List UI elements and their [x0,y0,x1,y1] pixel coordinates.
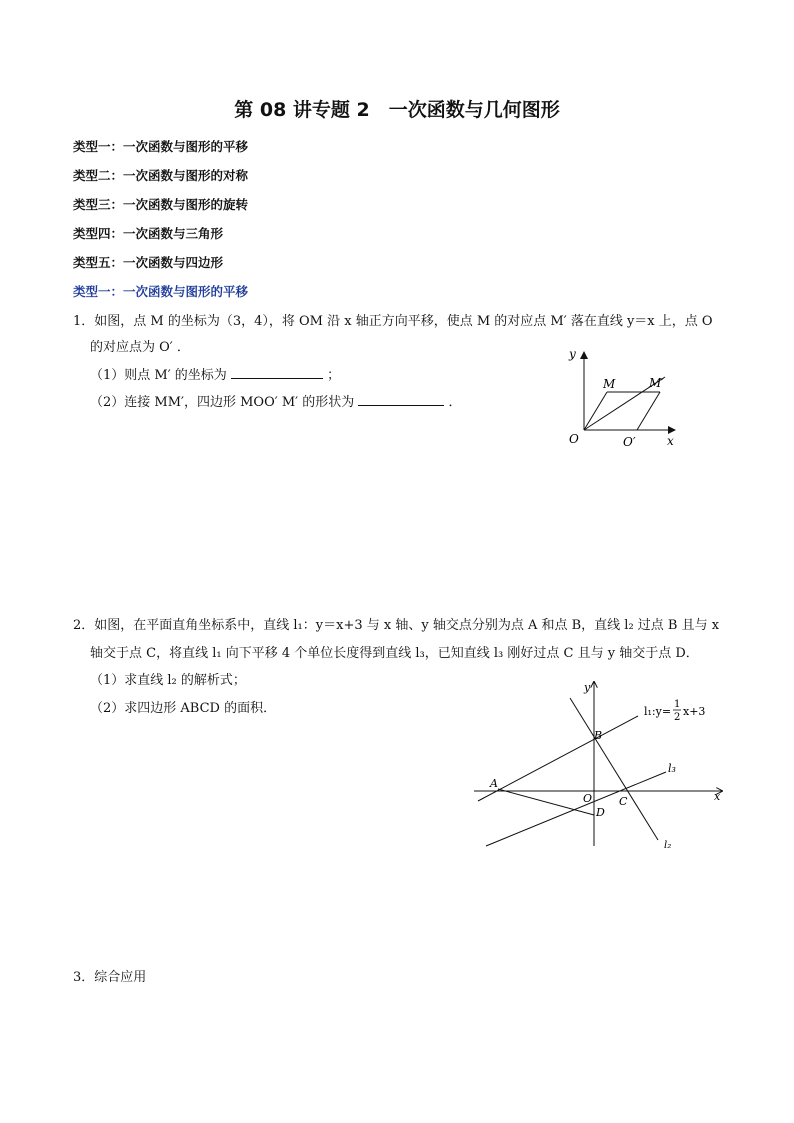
type-list-item-1: 类型一：一次函数与图形的平移 [73,139,249,154]
q1-o-prime-label: O′ [623,435,636,449]
q2-o-label: O [583,792,593,805]
q2-l1-prefix: l₁:y= [644,705,672,718]
q1-answer-blank-1[interactable] [231,366,323,379]
type-list-item-3: 类型三：一次函数与图形的旋转 [73,197,249,212]
q2-segment-ad [498,789,594,815]
q2-l1-denominator: 2 [674,712,681,723]
q2-l1-suffix: x+3 [683,705,706,718]
q2-b-label: B [594,729,603,742]
q1-y-label: y [569,347,576,361]
q2-sub-1: （1）求直线 l₂ 的解析式； [90,673,246,688]
q1-line-2: 的对应点为 O′ ． [90,340,190,355]
q1-sub-2-text: （2）连接 MM′，四边形 MOO′ M′ 的形状为 [90,395,355,410]
q2-x-label: x [714,790,721,803]
q1-answer-blank-2[interactable] [358,393,444,406]
q1-figure [555,342,690,452]
q2-c-label: C [619,795,628,808]
q2-line-2: 轴交于点 C，将直线 l₁ 向下平移 4 个单位长度得到直线 l₃，已知直线 l₃ 刚好过点 C 且与 y 轴交于点 D． [90,646,699,661]
q2-l1-equation [644,699,705,723]
q1-o-label: O [569,432,579,446]
type-list-item-5: 类型五：一次函数与四边形 [73,255,224,270]
q2-l1-numerator: 1 [674,699,681,710]
section-heading: 类型一：一次函数与图形的平移 [73,284,249,299]
q2-d-label: D [596,806,605,819]
q1-sub-1 [90,364,340,383]
q1-line-1: 1．如图，点 M 的坐标为（3，4），将 OM 沿 x 轴正方向平移，使点 M 的对应点 M′ 落在直线 y＝x 上，点 O [73,314,713,329]
q2-l2-label: l₂ [664,840,672,851]
q1-x-label: x [667,434,674,448]
q2-y-label: y [584,681,591,694]
q2-figure [470,678,730,853]
q2-line-1: 2．如图，在平面直角坐标系中，直线 l₁：y＝x+3 与 x 轴、y 轴交点分别为点 A 和点 B，直线 l₂ 过点 B 且与 x [73,618,720,633]
q2-line-l1 [478,716,638,801]
q1-sub-1-end: ； [327,368,341,383]
q1-sub-2-end: ． [448,395,462,410]
type-list-item-2: 类型二：一次函数与图形的对称 [73,168,249,183]
q1-m-prime-label: M′ [649,376,665,390]
q2-a-label: A [490,777,498,790]
q2-sub-2: （2）求四边形 ABCD 的面积． [90,701,277,716]
q2-l3-label: l₃ [668,762,676,775]
q1-sub-2 [90,391,462,410]
q1-m-label: M [603,377,616,391]
page-title: 第 08 讲专题 2 一次函数与几何图形 [234,99,560,121]
q1-segment-m-prime-o-prime [637,392,660,430]
q1-segment-om [584,392,607,430]
type-list-item-4: 类型四：一次函数与三角形 [73,226,224,241]
q2-line-l2 [570,698,658,840]
q3-line-1: 3．综合应用 [73,970,147,985]
q1-sub-1-text: （1）则点 M′ 的坐标为 [90,368,227,383]
